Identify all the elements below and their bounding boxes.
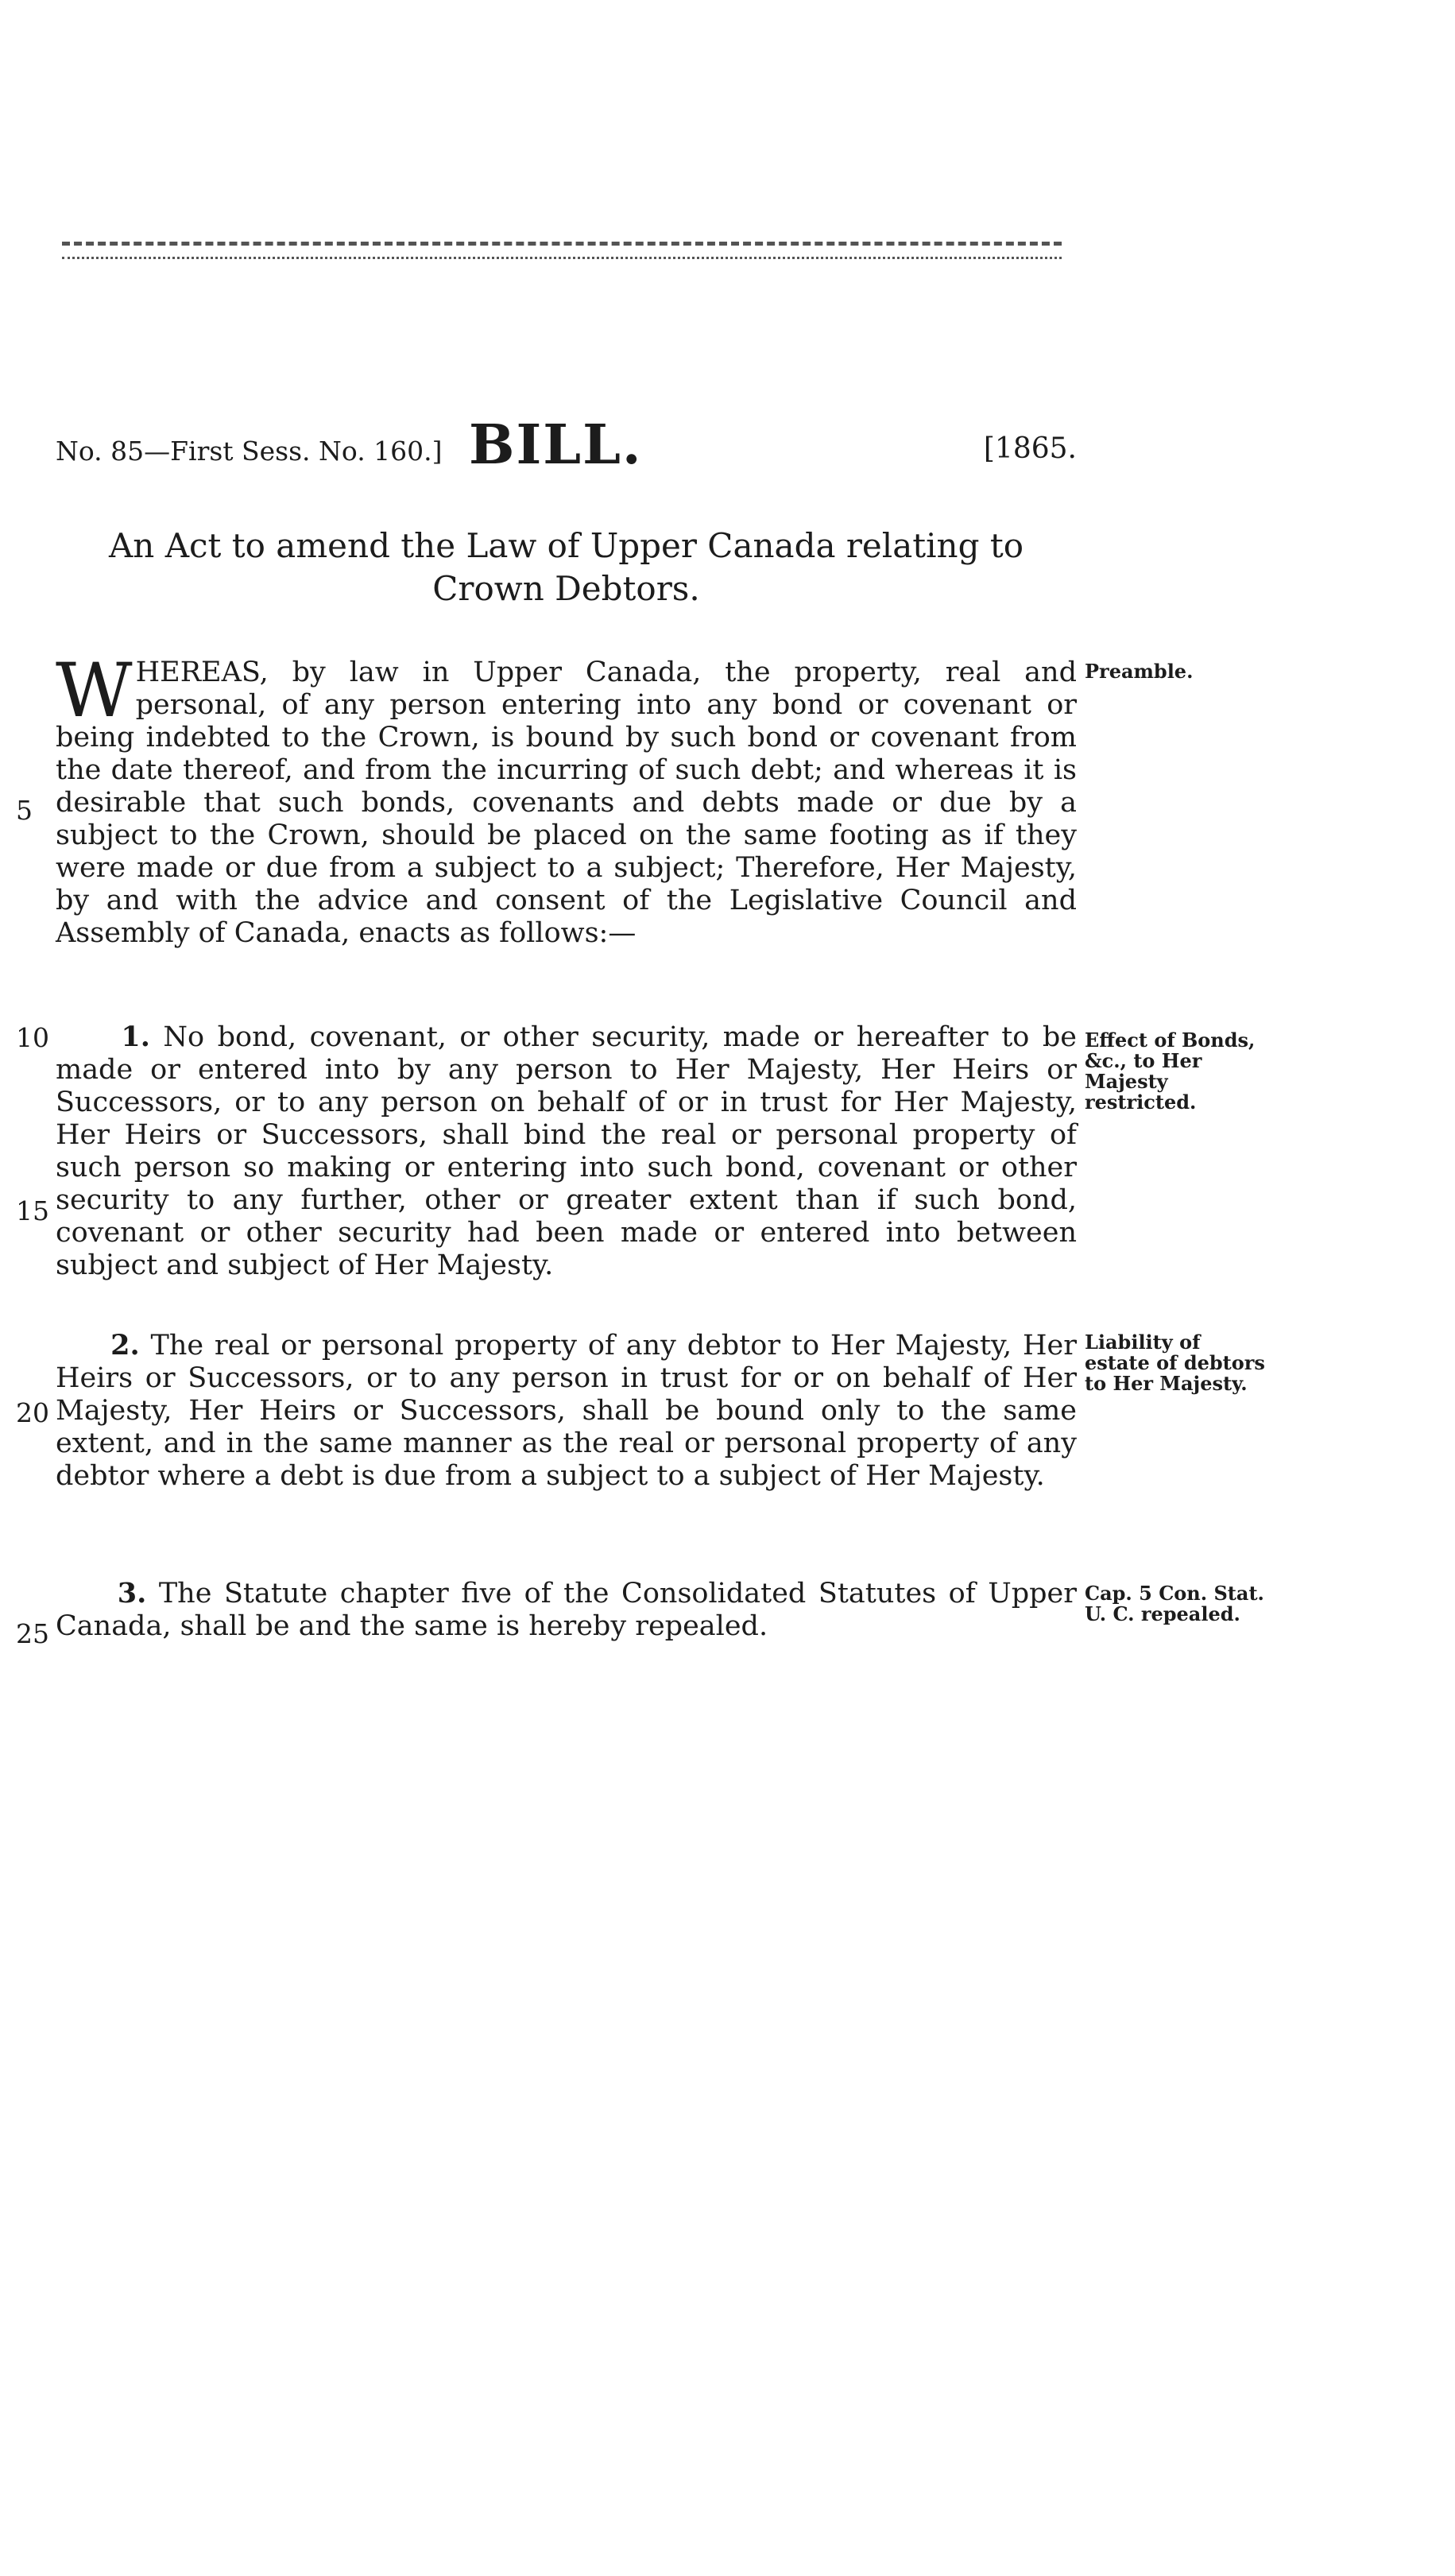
- preamble: [56, 648, 1077, 950]
- section-1: [56, 1021, 1077, 1282]
- line-number: 15: [16, 1195, 49, 1226]
- margin-note-section-1: Effect of Bonds, &c., to Her Majesty restricted.: [1085, 1028, 1256, 1114]
- section-3-number: 3.: [117, 1577, 147, 1610]
- margin-note-preamble: Preamble.: [1085, 660, 1194, 683]
- line-number: 25: [16, 1618, 49, 1649]
- margin-note-section-2: Liability of estate of debtors to Her Majesty.: [1085, 1331, 1265, 1395]
- section-2: [56, 1329, 1077, 1493]
- section-3: [56, 1577, 1077, 1643]
- top-rule: [62, 242, 1062, 259]
- bill-year: [1865.: [983, 432, 1077, 465]
- line-number: 5: [16, 795, 33, 826]
- section-1-number: 1.: [121, 1021, 150, 1053]
- section-2-number: 2.: [110, 1329, 140, 1362]
- bill-title: BILL.: [469, 413, 643, 477]
- line-number: 10: [16, 1022, 49, 1053]
- line-number: 20: [16, 1397, 49, 1428]
- act-title: An Act to amend the Law of Upper Canada relating to Crown Debtors.: [108, 526, 1024, 608]
- preamble-dropcap: W: [56, 648, 133, 734]
- section-3-text: The Statute chapter five of the Consolidated Statutes of Upper Canada, shall be and the same is hereby repealed.: [56, 1578, 1077, 1642]
- section-2-text: The real or personal property of any debtor to Her Majesty, Her Heirs or Successors, or to any person in trust for or on behalf of Her Majesty, Her Heirs or Successors, shall be bound only to the same extent, and in the same manner as the real or personal property of any debtor where a debt is due from a subject to a subject of Her Majesty.: [56, 1330, 1077, 1492]
- bill-header: [56, 413, 1077, 493]
- preamble-text: HEREAS, by law in Upper Canada, the property, real and personal, of any person entering into any bond or covenant or being indebted to the Crown, is bound by such bond or covenant from the date thereof, and from the incurring of such debt; and whereas it is desirable that such bonds, covenants and debts made or due by a subject to the Crown, should be placed on the same footing as if they were made or due from a subject to a subject; Therefore, Her Majesty, by and with the advice and consent of the Legislative Council and Assembly of Canada, enacts as follows:—: [56, 657, 1077, 949]
- section-1-text: No bond, covenant, or other security, made or hereafter to be made or entered into by any person to Her Majesty, Her Heirs or Successors, or to any person on behalf of or in trust for Her Majesty, Her Heirs or Successors, shall bind the real or personal property of such person so making or entering into such bond, covenant or other security to any further, other or greater extent than if such bond, covenant or other security had been made or entered into between subject and subject of Her Majesty.: [56, 1021, 1077, 1281]
- margin-note-section-3: Cap. 5 Con. Stat. U. C. repealed.: [1085, 1582, 1264, 1625]
- bill-number: No. 85—First Sess. No. 160.]: [56, 436, 443, 467]
